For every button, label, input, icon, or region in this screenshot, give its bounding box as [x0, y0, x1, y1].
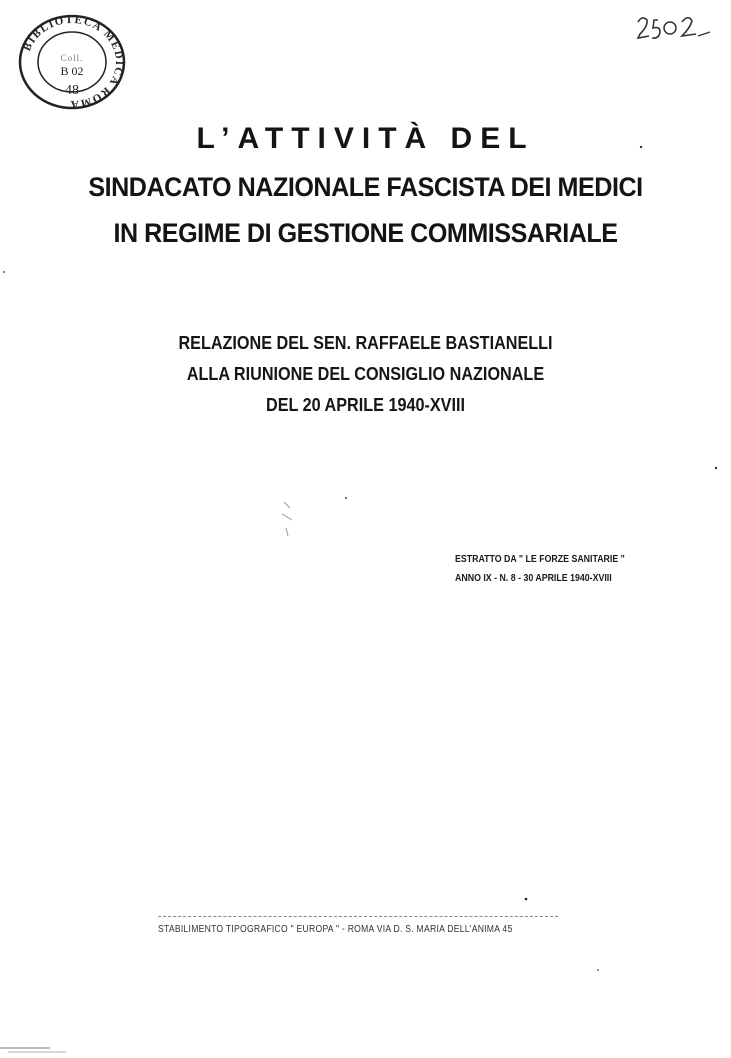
extract-source: ESTRATTO DA " LE FORZE SANITARIE "	[455, 554, 625, 565]
stamp-number: 48	[65, 83, 79, 98]
title-line-2: SINDACATO NAZIONALE FASCISTA DEI MEDICI	[88, 172, 643, 202]
footer-divider	[158, 916, 558, 917]
svg-text:BIBLIOTECA MEDICA ROMA: BIBLIOTECA MEDICA ROMA	[21, 13, 126, 111]
stamp-collection-label: Coll.	[60, 53, 84, 63]
handwritten-number-icon	[632, 12, 712, 48]
extract-issue: ANNO IX - N. 8 - 30 APRILE 1940-XVIII	[455, 573, 612, 584]
printer-imprint: STABILIMENTO TIPOGRAFICO " EUROPA " - ROMA VIA D. S. MARIA DELL'ANIMA 45	[158, 924, 513, 935]
title-line-3: IN REGIME DI GESTIONE COMMISSARIALE	[113, 218, 618, 248]
subtitle-line-2: ALLA RIUNIONE DEL CONSIGLIO NAZIONALE	[186, 364, 545, 384]
title-line-1: L’ATTIVITÀ DEL	[196, 122, 535, 155]
handwritten-mark	[632, 12, 712, 48]
subtitle-line-1: RELAZIONE DEL SEN. RAFFAELE BASTIANELLI	[178, 333, 553, 353]
stamp-shelf-mark: B 02	[60, 64, 84, 78]
library-stamp	[16, 12, 128, 112]
subtitle-line-3: DEL 20 APRILE 1940-XVIII	[266, 395, 465, 415]
